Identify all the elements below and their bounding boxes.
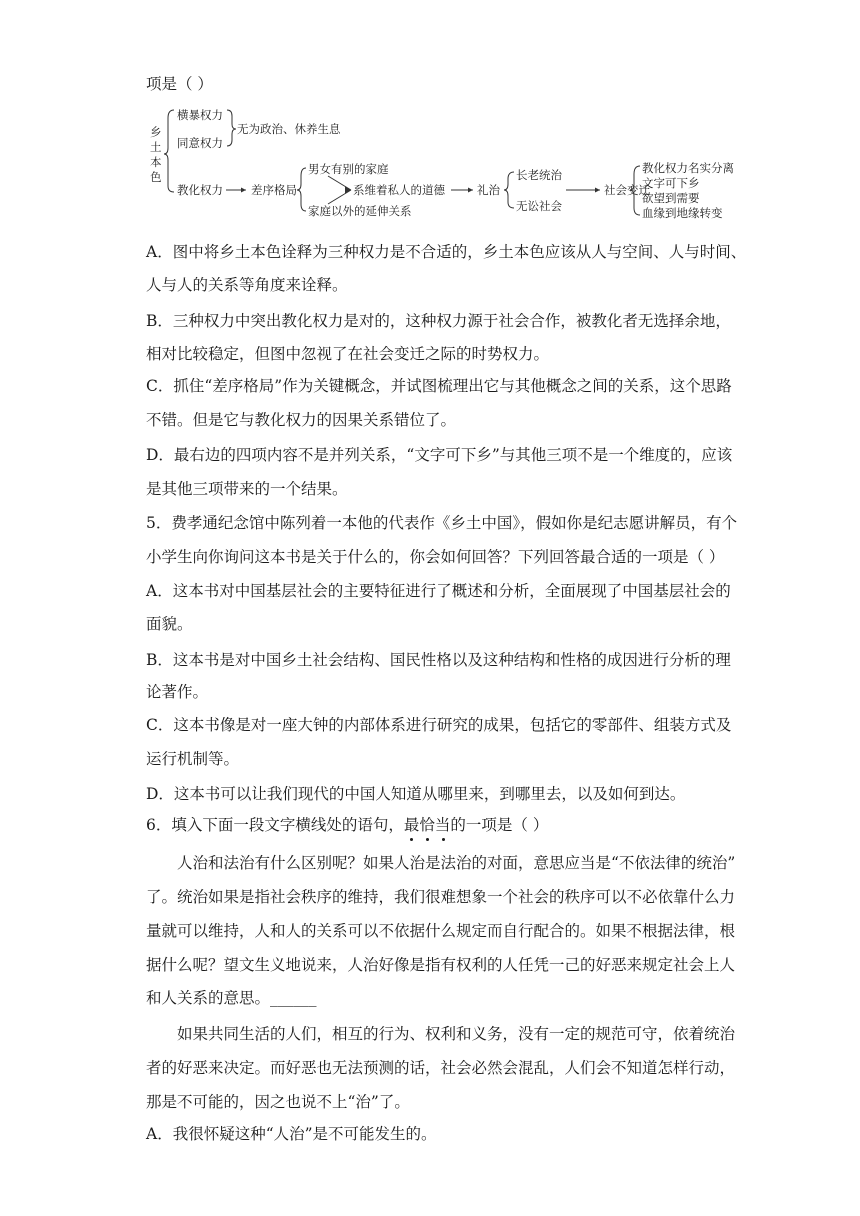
passage2-line1: 如果共同生活的人们，相互的行为、权利和义务，没有一定的规范可守，依着统治 — [177, 1025, 736, 1043]
node-lizhi: 礼治 — [477, 183, 500, 197]
question-6-emphasis — [404, 815, 451, 835]
question-6-emphasis-text: 最恰当 — [403, 816, 451, 834]
option-4d-line2: 是其他三项带来的一个结果。 — [146, 480, 348, 498]
passage1-line5: 和人关系的意思。______ — [146, 989, 317, 1007]
passage2-line3: 那是不可能的，因之也说不上“治”了。 — [146, 1093, 410, 1111]
passage1-line3: 量就可以维持，人和人的关系可以不依据什么规定而自行配合的。如果不根据法律，根 — [146, 922, 736, 940]
node-bianqian: 社会变迁 — [604, 183, 650, 197]
passage1-line2: 了。统治如果是指社会秩序的维持，我们很难想象一个社会的秩序可以不必依靠什么力 — [146, 888, 736, 906]
node-jiating: 家庭以外的延伸关系 — [308, 204, 412, 218]
option-5c-line2: 运行机制等。 — [146, 750, 240, 768]
option-5a-line2: 面貌。 — [146, 615, 193, 633]
node-hengbao: 横暴权力 — [177, 108, 223, 122]
node-zhanglao: 长老统治 — [516, 168, 562, 182]
node-chaxu: 差序格局 — [251, 183, 297, 197]
lizhi-brace — [504, 172, 514, 208]
node-nanv: 男女有别的家庭 — [308, 162, 389, 176]
option-4d-line1: D．最右边的四项内容不是并列关系，“文字可下乡”与其他三项不是一个维度的，应该 — [146, 446, 733, 464]
root-char-2: 土 — [150, 140, 162, 154]
power-brace — [227, 110, 236, 146]
node-r4: 血缘到地缘转变 — [642, 206, 723, 220]
node-r2: 文字可下乡 — [642, 176, 700, 190]
passage2-line2: 者的好恶来决定。而好恶也无法预测的话，社会必然会混乱，人们会不知道怎样行动， — [146, 1059, 736, 1077]
question-6 — [146, 815, 548, 835]
option-4a-line2: 人与人的关系等角度来诠释。 — [146, 276, 348, 294]
node-wuwei: 无为政治、休养生息 — [237, 122, 341, 136]
chaxu-brace — [297, 168, 306, 211]
node-wusong: 无讼社会 — [516, 199, 562, 213]
node-r3: 欲望到需要 — [642, 191, 700, 205]
option-4b-line2: 相对比较稳定，但图中忽视了在社会变迁之际的时势权力。 — [146, 345, 550, 363]
passage1-line1: 人治和法治有什么区别呢？如果人治是法治的对面，意思应当是“不依法律的统治” — [177, 854, 736, 872]
node-daode: 系维着私人的道德 — [353, 183, 445, 197]
root-char-1: 乡 — [150, 125, 162, 139]
option-4c-line2: 不错。但是它与教化权力的因果关系错位了。 — [146, 411, 457, 429]
root-brace — [164, 110, 174, 192]
concept-diagram — [146, 104, 746, 222]
option-5c-line1: C．这本书像是对一座大钟的内部体系进行研究的成果，包括它的零部件、组装方式及 — [146, 716, 732, 734]
option-6a: A．我很怀疑这种“人治”是不可能发生的。 — [146, 1125, 437, 1143]
question-5-line1: 5．费孝通纪念馆中陈列着一本他的代表作《乡土中国》，假如你是纪志愿讲解员，有个 — [146, 514, 738, 532]
option-5a-line1: A．这本书对中国基层社会的主要特征进行了概述和分析，全面展现了中国基层社会的 — [146, 582, 731, 600]
root-char-4: 色 — [150, 170, 162, 184]
option-5b-line2: 论著作。 — [146, 683, 209, 701]
question-5-line2: 小学生向你询问这本书是关于什么的，你会如何回答？下列回答最合适的一项是（ ） — [146, 548, 725, 566]
option-5b-line1: B．这本书是对中国乡土社会结构、国民性格以及这种结构和性格的成因进行分析的理 — [146, 651, 731, 669]
option-5d-line1: D．这本书可以让我们现代的中国人知道从哪里来，到哪里去，以及如何到达。 — [146, 785, 686, 803]
passage1-line4: 据什么呢？望文生义地说来，人治好像是指有权利的人任凭一己的好恶来规定社会上人 — [146, 956, 736, 974]
node-tongyi: 同意权力 — [177, 136, 223, 150]
question-tail: 项是（ ） — [146, 75, 213, 93]
option-4c-line1: C．抓住“差序格局”作为关键概念，并试图梳理出它与其他概念之间的关系，这个思路 — [146, 377, 732, 395]
question-6-suffix: 的一项是（ ） — [450, 816, 549, 834]
node-r1: 教化权力名实分离 — [642, 161, 734, 175]
root-char-3: 本 — [150, 155, 162, 169]
option-4a-line1: A．图中将乡土本色诠释为三种权力是不合适的，乡土本色应该从人与空间、人与时间、 — [146, 243, 747, 261]
option-4b-line1: B．三种权力中突出教化权力是对的，这种权力源于社会合作，被教化者无选择余地， — [146, 312, 731, 330]
question-6-prefix: 6．填入下面一段文字横线处的语句， — [146, 816, 404, 834]
node-jiaohua: 教化权力 — [177, 183, 223, 197]
